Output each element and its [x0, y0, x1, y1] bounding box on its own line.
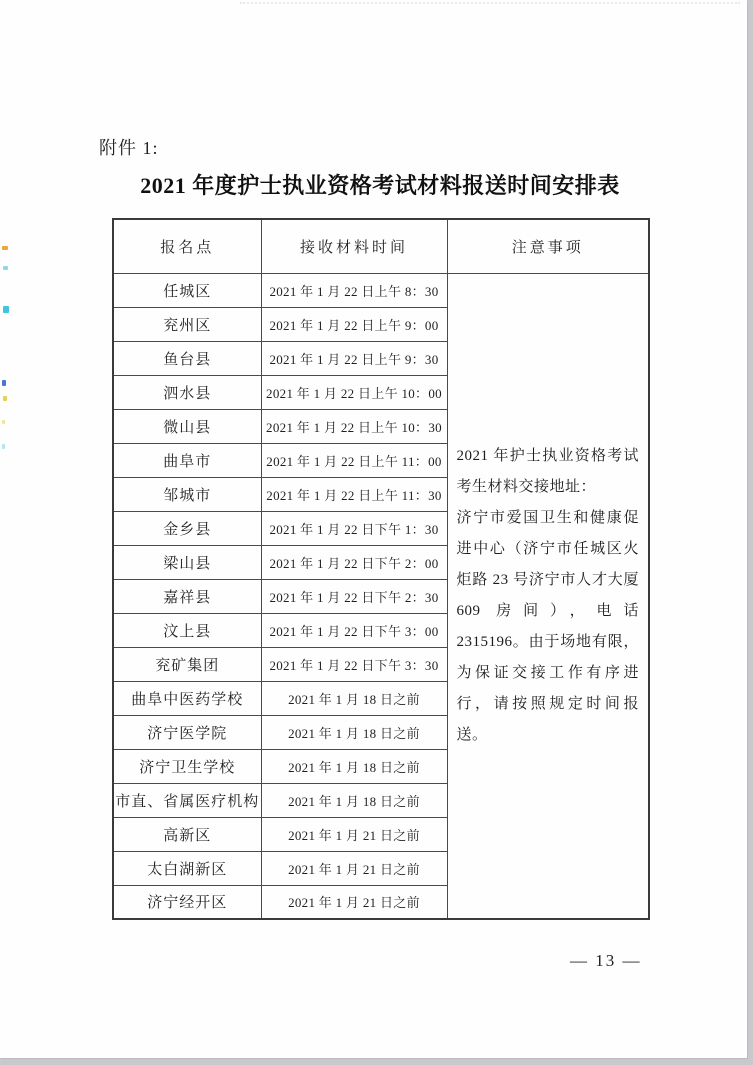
receiving-time-cell: 2021 年 1 月 22 日下午 2：30	[261, 579, 447, 613]
receiving-time-cell: 2021 年 1 月 22 日上午 10：00	[261, 375, 447, 409]
receiving-time-cell: 2021 年 1 月 21 日之前	[261, 817, 447, 851]
scan-speck	[2, 246, 8, 250]
scan-speck	[2, 444, 5, 449]
registration-site-cell: 太白湖新区	[113, 851, 261, 885]
receiving-time-cell: 2021 年 1 月 21 日之前	[261, 885, 447, 919]
registration-site-cell: 微山县	[113, 409, 261, 443]
receiving-time-cell: 2021 年 1 月 22 日上午 11：30	[261, 477, 447, 511]
receiving-time-cell: 2021 年 1 月 22 日上午 10：30	[261, 409, 447, 443]
receiving-time-cell: 2021 年 1 月 18 日之前	[261, 749, 447, 783]
scan-speck	[3, 306, 9, 313]
scan-edge-noise	[240, 2, 740, 4]
registration-site-cell: 嘉祥县	[113, 579, 261, 613]
scan-speck	[3, 396, 7, 401]
registration-site-cell: 鱼台县	[113, 341, 261, 375]
receiving-time-cell: 2021 年 1 月 18 日之前	[261, 681, 447, 715]
scan-speck	[2, 380, 6, 386]
page-title: 2021 年度护士执业资格考试材料报送时间安排表	[140, 173, 620, 198]
receiving-time-cell: 2021 年 1 月 22 日上午 11：00	[261, 443, 447, 477]
receiving-time-cell: 2021 年 1 月 18 日之前	[261, 783, 447, 817]
notes-text: 济宁市爱国卫生和健康促进中心（济宁市任城区火炬路 23 号济宁市人才大厦 609 房间），电话 2315196。由于场地有限，为保证交接工作有序进行，请按照规定时间报送。	[456, 509, 639, 743]
registration-site-cell: 兖矿集团	[113, 647, 261, 681]
receiving-time-cell: 2021 年 1 月 22 日上午 9：30	[261, 341, 447, 375]
registration-site-cell: 邹城市	[113, 477, 261, 511]
registration-site-cell: 曲阜市	[113, 443, 261, 477]
scan-speck	[2, 420, 5, 424]
col-header-receiving-time: 接收材料时间	[261, 219, 447, 273]
table-header-row	[113, 219, 649, 273]
registration-site-cell: 高新区	[113, 817, 261, 851]
col-header-registration-site: 报名点	[113, 219, 261, 273]
registration-site-cell: 曲阜中医药学校	[113, 681, 261, 715]
schedule-table	[112, 218, 650, 920]
registration-site-cell: 兖州区	[113, 307, 261, 341]
scan-speck	[3, 266, 8, 270]
registration-site-cell: 市直、省属医疗机构	[113, 783, 261, 817]
notes-text: 2021 年护士执业资格考试考生材料交接地址：	[456, 447, 639, 495]
receiving-time-cell: 2021 年 1 月 21 日之前	[261, 851, 447, 885]
receiving-time-cell: 2021 年 1 月 22 日下午 3：30	[261, 647, 447, 681]
col-header-notes: 注意事项	[447, 219, 649, 273]
receiving-time-cell: 2021 年 1 月 18 日之前	[261, 715, 447, 749]
attachment-label: 附件 1:	[99, 138, 159, 158]
registration-site-cell: 济宁卫生学校	[113, 749, 261, 783]
registration-site-cell: 任城区	[113, 273, 261, 307]
page-number: — 13 —	[570, 951, 642, 970]
receiving-time-cell: 2021 年 1 月 22 日下午 3：00	[261, 613, 447, 647]
table-row	[113, 273, 649, 307]
receiving-time-cell: 2021 年 1 月 22 日下午 1：30	[261, 511, 447, 545]
receiving-time-cell: 2021 年 1 月 22 日上午 9：00	[261, 307, 447, 341]
registration-site-cell: 汶上县	[113, 613, 261, 647]
notes-cell	[447, 273, 649, 919]
receiving-time-cell: 2021 年 1 月 22 日下午 2：00	[261, 545, 447, 579]
registration-site-cell: 济宁医学院	[113, 715, 261, 749]
registration-site-cell: 济宁经开区	[113, 885, 261, 919]
registration-site-cell: 梁山县	[113, 545, 261, 579]
receiving-time-cell: 2021 年 1 月 22 日上午 8：30	[261, 273, 447, 307]
registration-site-cell: 金乡县	[113, 511, 261, 545]
registration-site-cell: 泗水县	[113, 375, 261, 409]
